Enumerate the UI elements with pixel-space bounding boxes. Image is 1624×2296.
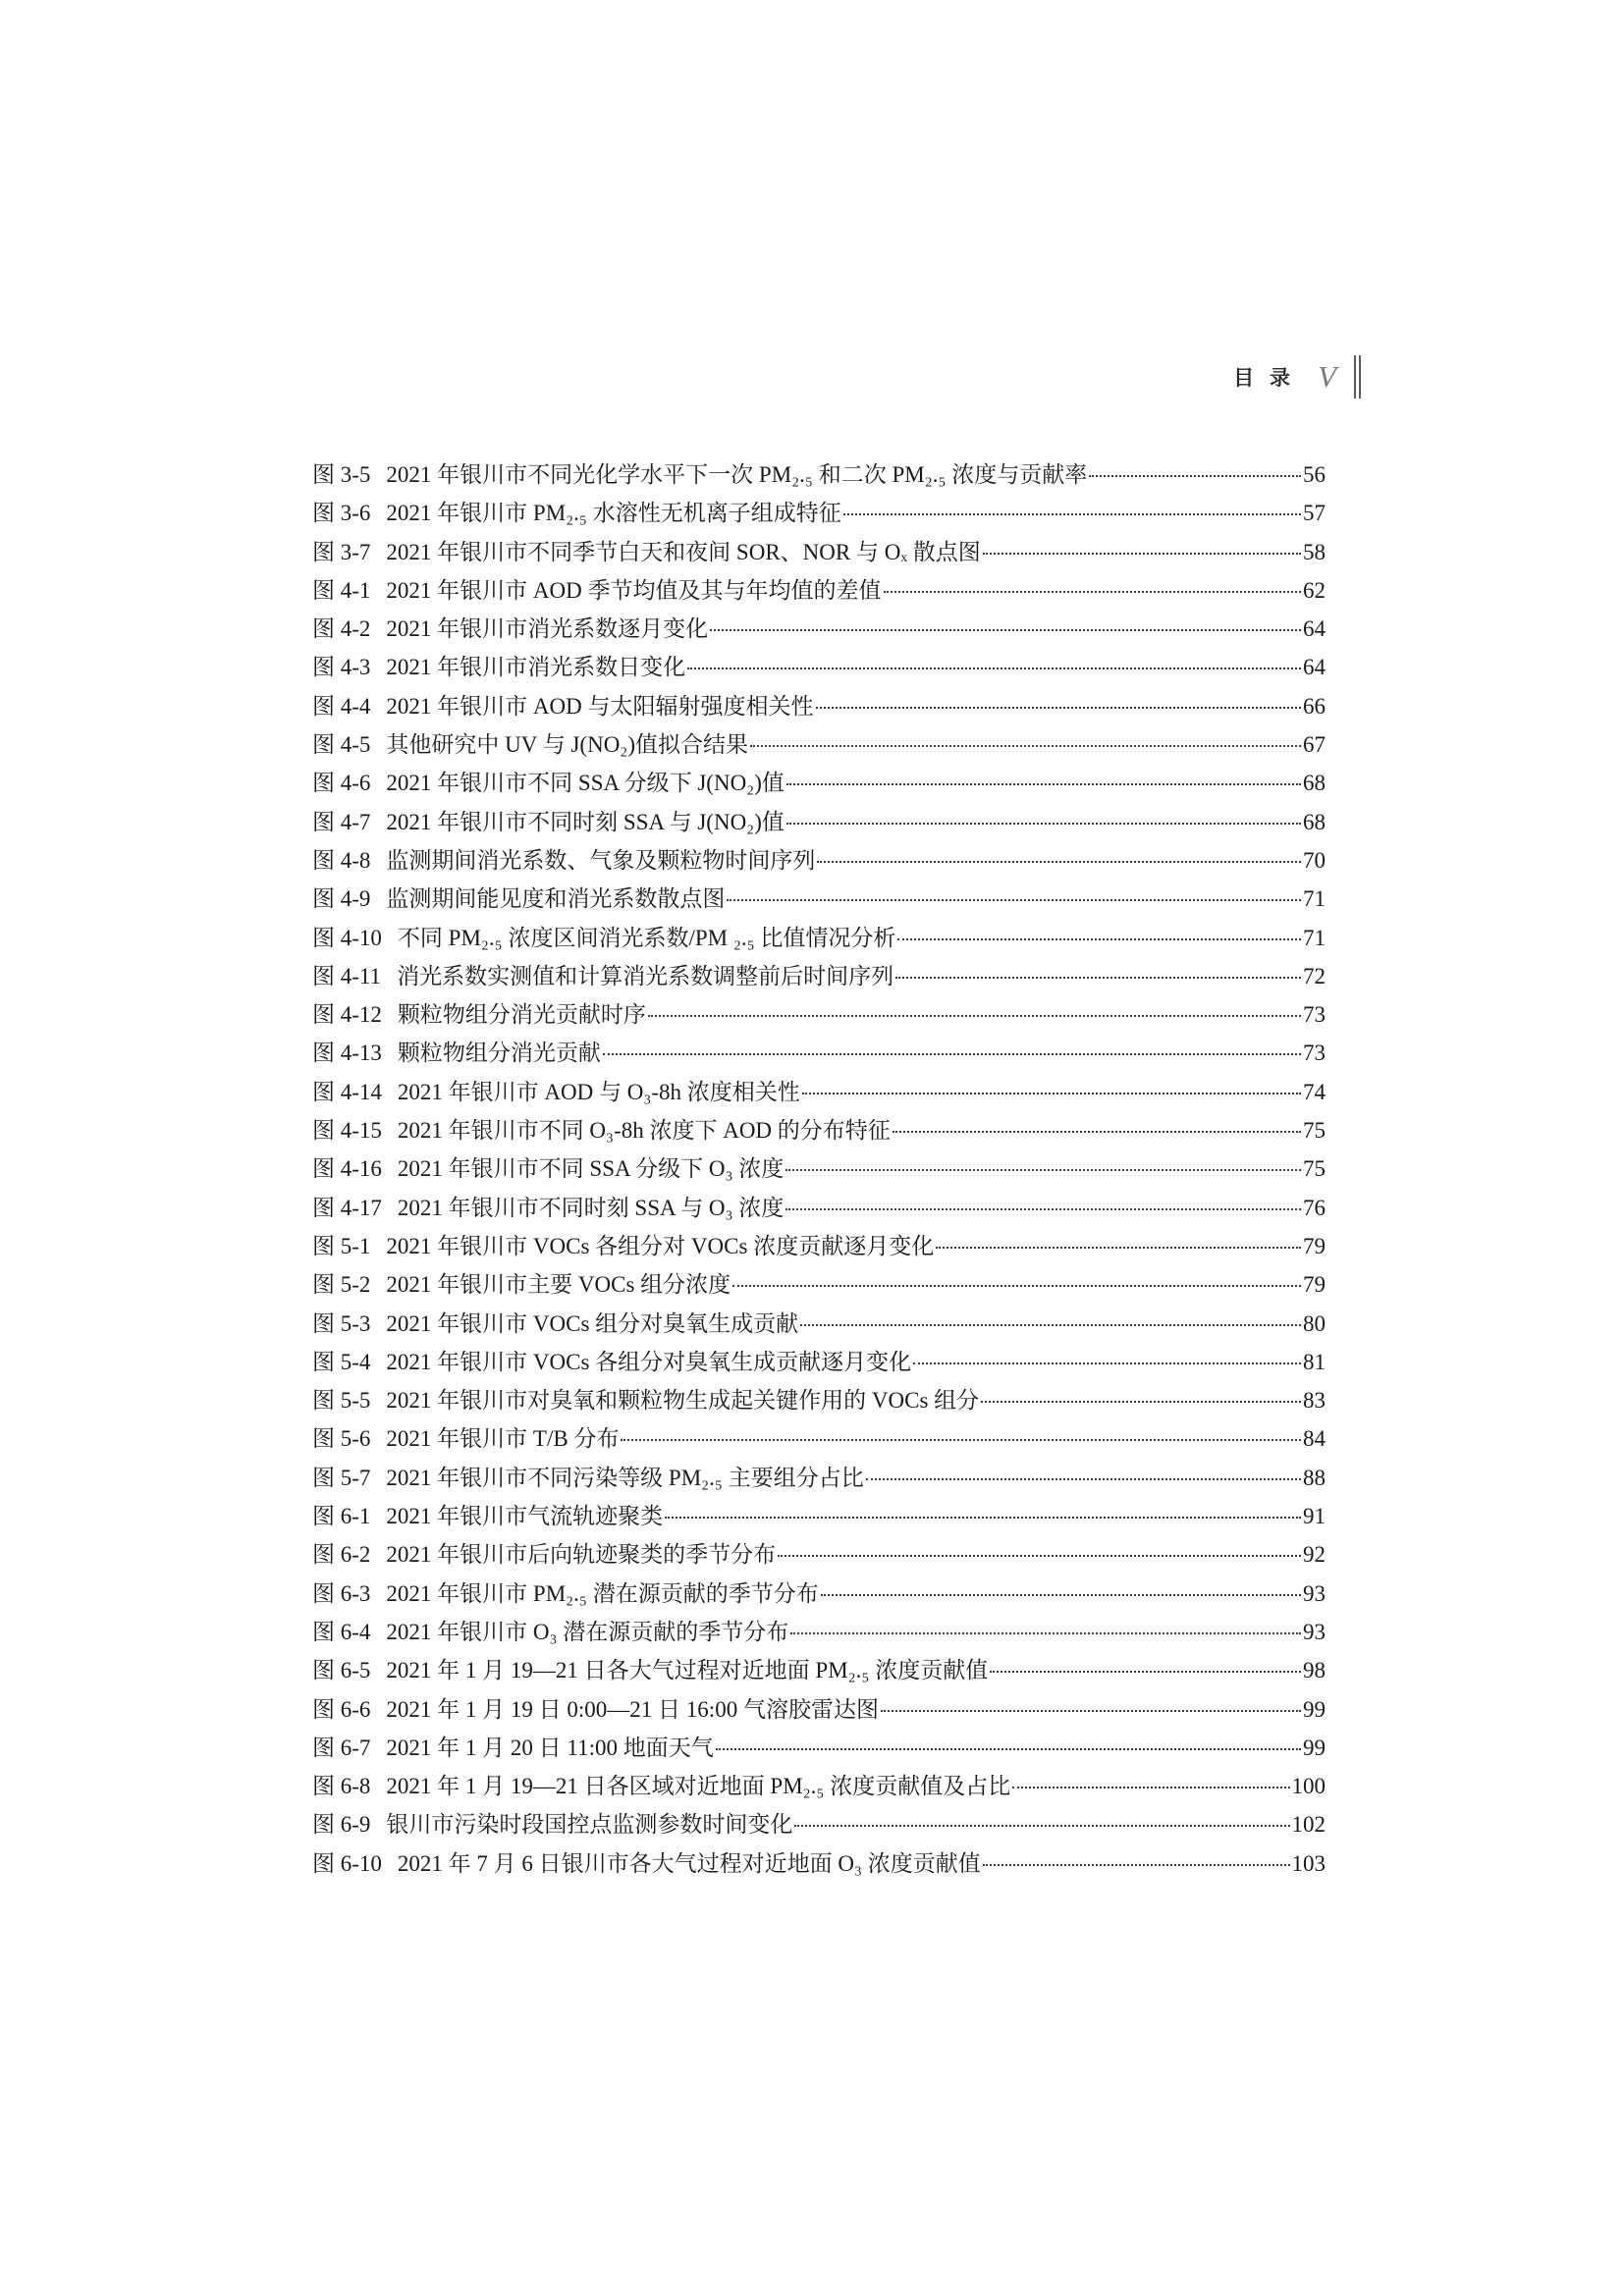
dot-leader (621, 1439, 1301, 1441)
figure-title: 2021 年 1 月 19 日 0:00—21 日 16:00 气溶胶雷达图 (386, 1696, 879, 1722)
dot-leader (983, 1864, 1290, 1866)
figure-title: 2021 年银川市 T/B 分布 (386, 1426, 620, 1452)
figure-page-number: 102 (1291, 1812, 1326, 1838)
figure-number: 图 3-6 (312, 501, 371, 526)
dot-leader (1012, 1787, 1289, 1789)
figure-index-entry[interactable] (312, 1111, 1326, 1149)
figure-title: 2021 年银川市不同污染等级 PM₂.₅ 主要组分占比 (386, 1465, 864, 1490)
figure-page-number: 62 (1303, 577, 1326, 603)
figure-index-entry[interactable] (312, 995, 1326, 1034)
figure-page-number: 57 (1303, 501, 1326, 526)
figure-number: 图 4-13 (312, 1041, 382, 1066)
figure-index-entry[interactable] (312, 1690, 1326, 1729)
figure-index-entry[interactable] (312, 571, 1326, 610)
figure-page-number: 92 (1303, 1542, 1326, 1568)
figure-page-number: 75 (1303, 1118, 1326, 1144)
figure-page-number: 58 (1303, 539, 1326, 564)
figure-page-number: 79 (1303, 1233, 1326, 1258)
dot-leader (710, 629, 1301, 631)
dot-leader (866, 1478, 1301, 1480)
figure-index-entry[interactable] (312, 803, 1326, 841)
figure-number: 图 4-7 (312, 809, 371, 834)
figure-title: 2021 年银川市后向轨迹聚类的季节分布 (386, 1542, 777, 1568)
dot-leader (802, 1093, 1301, 1095)
figure-page-number: 76 (1303, 1195, 1326, 1220)
figure-title: 不同 PM₂.₅ 浓度区间消光系数/PM ₂.₅ 比值情况分析 (397, 925, 896, 950)
figure-title: 2021 年银川市气流轨迹聚类 (386, 1504, 664, 1529)
figure-page-number: 84 (1303, 1426, 1326, 1452)
dot-leader (687, 667, 1301, 669)
figure-page-number: 71 (1303, 925, 1326, 950)
dot-leader (843, 513, 1301, 515)
figure-page-number: 64 (1303, 655, 1326, 680)
figure-index-entry[interactable] (312, 455, 1326, 494)
figure-page-number: 74 (1303, 1079, 1326, 1104)
dot-leader (1089, 475, 1301, 477)
figure-number: 图 6-7 (312, 1735, 371, 1760)
figure-index-entry[interactable] (312, 1575, 1326, 1613)
figure-index-entry[interactable] (312, 533, 1326, 571)
dot-leader (990, 1671, 1301, 1673)
figure-page-number: 66 (1303, 693, 1326, 719)
figure-title: 2021 年银川市不同时刻 SSA 与 O₃ 浓度 (397, 1195, 785, 1220)
figure-number: 图 5-7 (312, 1465, 371, 1490)
figure-index-entry[interactable] (312, 1227, 1326, 1265)
figure-number: 图 6-2 (312, 1542, 371, 1568)
dot-leader (786, 823, 1301, 825)
figure-number: 图 5-6 (312, 1426, 371, 1452)
figure-number: 图 5-1 (312, 1233, 371, 1258)
figure-page-number: 88 (1303, 1465, 1326, 1490)
figure-index-entry[interactable] (312, 1073, 1326, 1111)
figure-title: 2021 年银川市 PM₂.₅ 水溶性无机离子组成特征 (386, 501, 841, 526)
figure-title: 2021 年银川市主要 VOCs 组分浓度 (386, 1272, 731, 1298)
dot-leader (821, 1594, 1301, 1596)
figure-page-number: 99 (1303, 1696, 1326, 1722)
dot-leader (603, 1053, 1301, 1055)
figure-index-entry[interactable] (312, 1189, 1326, 1227)
dot-leader (727, 899, 1301, 901)
running-header-page-number: V (1318, 359, 1336, 394)
figure-title: 颗粒物组分消光贡献 (397, 1041, 601, 1066)
figure-index-entry[interactable] (312, 957, 1326, 995)
figure-index-entry[interactable] (312, 764, 1326, 802)
header-double-rule (1354, 355, 1361, 399)
figure-number: 图 4-6 (312, 771, 371, 796)
figure-index-entry[interactable] (312, 1497, 1326, 1535)
figure-number: 图 6-6 (312, 1696, 371, 1722)
figure-number: 图 5-5 (312, 1388, 371, 1414)
dot-leader (981, 1401, 1301, 1403)
figure-page-number: 93 (1303, 1580, 1326, 1606)
figure-title: 2021 年银川市 VOCs 各组分对 VOCs 浓度贡献逐月变化 (386, 1233, 935, 1258)
figure-number: 图 4-2 (312, 616, 371, 642)
figure-index-entry[interactable] (312, 1343, 1326, 1381)
figure-number: 图 5-4 (312, 1349, 371, 1374)
figure-page-number: 103 (1291, 1850, 1326, 1876)
figure-number: 图 4-8 (312, 847, 371, 873)
figure-index-entry[interactable] (312, 1767, 1326, 1805)
dot-leader (800, 1324, 1301, 1326)
dot-leader (913, 1362, 1301, 1364)
figure-page-number: 91 (1303, 1504, 1326, 1529)
figure-number: 图 6-3 (312, 1580, 371, 1606)
figure-title: 2021 年银川市消光系数逐月变化 (386, 616, 709, 642)
figure-number: 图 4-5 (312, 732, 371, 758)
figure-page-number: 81 (1303, 1349, 1326, 1374)
figure-number: 图 4-1 (312, 577, 371, 603)
figure-number: 图 6-10 (312, 1850, 382, 1876)
figure-title: 2021 年银川市不同季节白天和夜间 SOR、NOR 与 Oₓ 散点图 (386, 539, 981, 564)
figure-number: 图 4-14 (312, 1079, 382, 1104)
figure-page-number: 56 (1303, 462, 1326, 487)
figure-page-number: 71 (1303, 886, 1326, 912)
figure-title: 2021 年银川市 VOCs 各组分对臭氧生成贡献逐月变化 (386, 1349, 912, 1374)
figure-index-entry[interactable] (312, 725, 1326, 764)
figure-index-entry[interactable] (312, 494, 1326, 532)
dot-leader (816, 707, 1301, 709)
figure-page-number: 99 (1303, 1735, 1326, 1760)
figure-page-number: 79 (1303, 1272, 1326, 1298)
figure-number: 图 4-17 (312, 1195, 382, 1220)
figure-title: 2021 年银川市消光系数日变化 (386, 655, 686, 680)
dot-leader (881, 1710, 1301, 1712)
figure-title: 监测期间能见度和消光系数散点图 (386, 886, 726, 912)
figure-index-entry[interactable] (312, 648, 1326, 686)
figure-page-number: 68 (1303, 771, 1326, 796)
dot-leader (983, 553, 1301, 555)
figure-number: 图 6-8 (312, 1774, 371, 1799)
figure-index-entry[interactable] (312, 1265, 1326, 1304)
dot-leader (936, 1247, 1301, 1249)
figure-index-entry[interactable] (312, 1844, 1326, 1883)
running-header-title: 目录 (1233, 366, 1307, 390)
figure-page-number: 67 (1303, 732, 1326, 758)
dot-leader (778, 1555, 1301, 1557)
figure-index-entry[interactable] (312, 1535, 1326, 1574)
dot-leader (716, 1748, 1301, 1750)
figure-number: 图 4-15 (312, 1118, 382, 1144)
figure-number: 图 4-10 (312, 925, 382, 950)
figure-title: 2021 年银川市不同时刻 SSA 与 J(NO₂)值 (386, 809, 785, 834)
figure-title: 2021 年银川市 AOD 与 O₃-8h 浓度相关性 (397, 1079, 800, 1104)
figure-title: 2021 年银川市不同光化学水平下一次 PM₂.₅ 和二次 PM₂.₅ 浓度与贡献率 (386, 462, 1088, 487)
dot-leader (884, 591, 1301, 593)
figure-page-number: 83 (1303, 1388, 1326, 1414)
figure-page-number: 98 (1303, 1658, 1326, 1683)
figure-title: 消光系数实测值和计算消光系数调整前后时间序列 (397, 963, 894, 988)
figure-title: 颗粒物组分消光贡献时序 (397, 1002, 646, 1028)
figure-page-number: 73 (1303, 1041, 1326, 1066)
figure-number: 图 6-5 (312, 1658, 371, 1683)
figure-index-entry[interactable] (312, 1149, 1326, 1188)
dot-leader (893, 1131, 1301, 1133)
figure-index-entry[interactable] (312, 1613, 1326, 1651)
figure-page-number: 80 (1303, 1310, 1326, 1336)
dot-leader (665, 1517, 1301, 1519)
figure-number: 图 4-16 (312, 1156, 382, 1182)
running-header (1233, 353, 1361, 400)
figure-index-entry[interactable] (312, 880, 1326, 918)
dot-leader (732, 1285, 1301, 1287)
figure-title: 2021 年银川市对臭氧和颗粒物生成起关键作用的 VOCs 组分 (386, 1388, 980, 1414)
figure-title: 2021 年银川市不同 O₃-8h 浓度下 AOD 的分布特征 (397, 1118, 891, 1144)
figure-page-number: 64 (1303, 616, 1326, 642)
figure-number: 图 6-4 (312, 1619, 371, 1644)
figure-title: 2021 年银川市 PM₂.₅ 潜在源贡献的季节分布 (386, 1580, 819, 1606)
figure-number: 图 3-7 (312, 539, 371, 564)
figure-number: 图 4-12 (312, 1002, 382, 1028)
dot-leader (648, 1015, 1301, 1017)
dot-leader (895, 977, 1301, 979)
figure-index-entry[interactable] (312, 919, 1326, 957)
dot-leader (785, 1169, 1301, 1171)
figure-title: 2021 年银川市 O₃ 潜在源贡献的季节分布 (386, 1619, 789, 1644)
figure-index-entry[interactable] (312, 610, 1326, 648)
figure-index-entry[interactable] (312, 1805, 1326, 1843)
figure-number: 图 3-5 (312, 462, 371, 487)
figure-title: 2021 年 1 月 20 日 11:00 地面天气 (386, 1735, 714, 1760)
dot-leader (790, 1632, 1301, 1634)
figure-number: 图 4-3 (312, 655, 371, 680)
figure-number: 图 4-9 (312, 886, 371, 912)
figure-index-entry[interactable] (312, 1459, 1326, 1497)
figure-number: 图 5-3 (312, 1310, 371, 1336)
figure-page-number: 72 (1303, 963, 1326, 988)
figure-title: 2021 年 1 月 19—21 日各区域对近地面 PM₂.₅ 浓度贡献值及占比 (386, 1774, 1011, 1799)
figure-page-number: 73 (1303, 1002, 1326, 1028)
dot-leader (750, 745, 1301, 747)
figure-number: 图 4-4 (312, 693, 371, 719)
figure-page-number: 100 (1291, 1774, 1326, 1799)
figure-title: 银川市污染时段国控点监测参数时间变化 (386, 1812, 793, 1838)
figure-page-number: 75 (1303, 1156, 1326, 1182)
figure-number: 图 6-1 (312, 1504, 371, 1529)
dot-leader (785, 1208, 1301, 1210)
figure-title: 2021 年银川市不同 SSA 分级下 J(NO₂)值 (386, 771, 785, 796)
figure-index-entry[interactable] (312, 1034, 1326, 1072)
dot-leader (786, 783, 1301, 785)
dot-leader (817, 861, 1301, 863)
figure-page-number: 68 (1303, 809, 1326, 834)
figure-index-entry[interactable] (312, 1381, 1326, 1419)
figure-number: 图 4-11 (312, 963, 382, 988)
figure-index-entry[interactable] (312, 1651, 1326, 1689)
figure-index-entry[interactable] (312, 841, 1326, 880)
figure-index-entry[interactable] (312, 1305, 1326, 1343)
figure-index-entry[interactable] (312, 1729, 1326, 1767)
dot-leader (794, 1825, 1289, 1827)
figure-title: 2021 年 1 月 19—21 日各大气过程对近地面 PM₂.₅ 浓度贡献值 (386, 1658, 989, 1683)
figure-page-number: 93 (1303, 1619, 1326, 1644)
figure-number: 图 6-9 (312, 1812, 371, 1838)
figure-title: 其他研究中 UV 与 J(NO₂)值拟合结果 (386, 732, 748, 758)
figure-title: 2021 年 7 月 6 日银川市各大气过程对近地面 O₃ 浓度贡献值 (397, 1850, 981, 1876)
figure-title: 2021 年银川市 VOCs 组分对臭氧生成贡献 (386, 1310, 799, 1336)
figure-title: 2021 年银川市 AOD 与太阳辐射强度相关性 (386, 693, 814, 719)
figure-title: 2021 年银川市不同 SSA 分级下 O₃ 浓度 (397, 1156, 785, 1182)
figure-page-number: 70 (1303, 847, 1326, 873)
dot-leader (897, 938, 1301, 940)
figure-index-entry[interactable] (312, 1419, 1326, 1458)
figure-index-list (312, 455, 1326, 1883)
figure-title: 监测期间消光系数、气象及颗粒物时间序列 (386, 847, 816, 873)
figure-index-entry[interactable] (312, 687, 1326, 725)
figure-title: 2021 年银川市 AOD 季节均值及其与年均值的差值 (386, 577, 882, 603)
figure-number: 图 5-2 (312, 1272, 371, 1298)
